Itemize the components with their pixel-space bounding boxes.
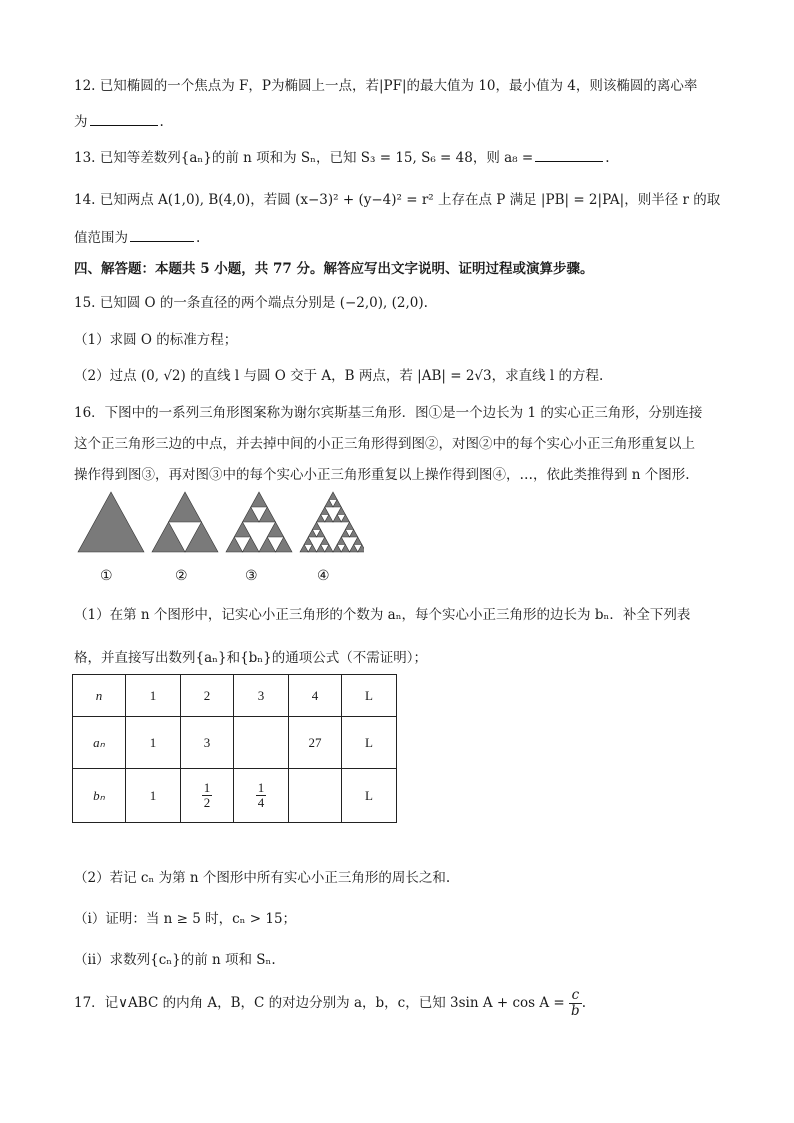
triangle [259,537,276,552]
triangle [276,537,293,552]
q13-line1: 13. 已知等差数列{aₙ}的前 n 项和为 Sₙ，已知 S₃ = 15, S₆ = 48，则 a₈ = . [74,150,610,166]
triangle [300,545,308,553]
figure-label-3: ③ [245,568,258,584]
answer-blank [535,160,603,162]
sequence-table [72,674,397,823]
figure-label-1: ① [100,568,113,584]
q16-part1-line2: 格，并直接写出数列{aₙ}和{bₙ}的通项公式（不需证明）； [74,650,427,666]
sierpinski-figure-3 [226,492,292,552]
table-cell: 3 [181,717,234,769]
table-cell: 3 [234,675,289,717]
fraction-denominator: b [571,1002,580,1019]
triangle [325,515,333,523]
triangle [325,500,333,508]
triangle [321,537,329,545]
q16-line3: 操作得到图③，再对图③中的每个实心小正三角形重复以上操作得到图④，…，依此类推得到 n 个图形. [74,467,690,483]
triangle [304,537,312,545]
table-cell: 1 [126,769,181,823]
sierpinski-figure-1 [78,492,144,552]
figure-labels [74,568,374,588]
q17-line1 [74,988,586,1019]
table-cell: L [342,717,397,769]
triangle [251,492,268,507]
triangle [341,530,349,538]
table-cell: L [342,769,397,823]
q15-stem: 15. 已知圆 O 的一条直径的两个端点分别是 (−2,0), (2,0). [74,295,428,311]
table-row-b [73,769,397,823]
q13-text: 13. 已知等差数列{aₙ}的前 n 项和为 Sₙ，已知 S₃ = 15, S₆ = 48，则 a₈ = [74,150,534,166]
triangle [350,530,358,538]
table-cell: 2 [181,675,234,717]
fraction [256,781,267,811]
q16-part2-i: （i）证明：当 n ≥ 5 时，cₙ > 15； [74,911,297,927]
sierpinski-figures [74,490,364,556]
triangle [333,515,341,523]
fraction-denominator: 2 [203,795,211,810]
fraction-numerator: 1 [257,779,265,795]
q17-end: . [581,994,586,1011]
table-cell: 1 [126,717,181,769]
triangle [337,507,345,515]
fraction-numerator: 1 [203,779,211,795]
triangle [308,530,316,538]
q16-part2-ii: （ii）求数列{cₙ}的前 n 项和 Sₙ. [74,952,276,968]
q14-line2: 值范围为 . [74,230,201,246]
table-cell: L [342,675,397,717]
triangle [226,537,243,552]
table-cell-fraction [234,769,289,823]
table-cell: 4 [289,675,342,717]
triangle [333,545,341,553]
triangle [78,492,144,552]
q16-line2: 这个正三角形三边的中点，并去掉中间的小正三角形得到图②，对图②中的每个实心小正三角形重复以上 [74,436,695,452]
triangle [317,530,325,538]
section-heading: 四、解答题：本题共 5 小题，共 77 分。解答应写出文字说明、证明过程或演算步骤。 [74,261,594,277]
triangle [333,500,341,508]
fraction [569,988,582,1019]
q16-part1-line1: （1）在第 n 个图形中，记实心小正三角形的个数为 aₙ，每个实心小正三角形的边长为 bₙ．补全下列表 [74,607,691,623]
q14-line1: 14. 已知两点 A(1,0), B(4,0)，若圆 (x−3)² + (y−4)² = r² 上存在点 P 满足 |PB| = 2|PA|，则半径 r 的取 [74,192,721,208]
triangle [317,545,325,553]
sierpinski-figure-2 [152,492,218,552]
triangle [345,522,353,530]
table-row-n [73,675,397,717]
triangle [329,492,337,500]
triangle [325,545,333,553]
triangle [243,507,260,522]
table-cell: n [73,675,126,717]
q12-line2-text: 为 [74,114,88,130]
table-cell: 1 [126,675,181,717]
triangle [243,537,260,552]
triangle [354,537,362,545]
q17-text: 17．记∨ABC 的内角 A，B，C 的对边分别为 a，b，c，已知 3sin A + cos A = [74,994,565,1011]
q15-part1: （1）求圆 O 的标准方程； [74,332,238,348]
triangle [259,507,276,522]
table-cell: 27 [289,717,342,769]
table-cell: aₙ [73,717,126,769]
answer-blank [90,124,158,126]
triangle [185,522,218,552]
triangle [341,515,349,523]
answer-blank [130,240,194,242]
triangle [350,545,358,553]
fraction-numerator: c [569,988,582,1004]
triangle [358,545,364,553]
q12-line1: 12. 已知椭圆的一个焦点为 F，P为椭圆上一点，若|PF|的最大值为 10，最小值为 4，则该椭圆的离心率 [74,78,698,94]
q16-line1: 16．下图中的一系列三角形图案称为谢尔宾斯基三角形．图①是一个边长为 1 的实心正三角形，分别连接 [74,405,703,421]
triangle [337,537,345,545]
table-cell-fraction [181,769,234,823]
triangle [312,522,320,530]
triangle [169,492,202,522]
q15-part2: （2）过点 (0, √2) 的直线 l 与圆 O 交于 A，B 两点，若 |AB| = 2√3，求直线 l 的方程. [74,368,604,384]
sierpinski-figure-4 [300,492,364,552]
figure-label-2: ② [175,568,188,584]
table-row-a [73,717,397,769]
q14-line2-text: 值范围为 [74,230,128,246]
triangle [152,522,185,552]
triangle [321,507,329,515]
fraction-denominator: 4 [257,795,265,810]
table-cell-blank [289,769,342,823]
fraction [202,781,213,811]
triangle [234,522,251,537]
figure-label-4: ④ [317,568,330,584]
triangle [341,545,349,553]
triangle [317,515,325,523]
q12-line2: 为 . [74,114,164,130]
table-cell: bₙ [73,769,126,823]
q16-part2: （2）若记 cₙ 为第 n 个图形中所有实心小正三角形的周长之和. [74,870,451,886]
triangle [267,522,284,537]
triangle [308,545,316,553]
table-cell-blank [234,717,289,769]
